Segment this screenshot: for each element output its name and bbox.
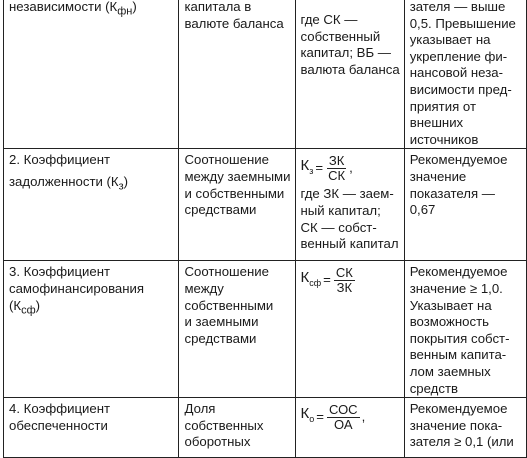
table-row: [4, 0, 527, 149]
indicator-cell: 2. Коэффициент задолженности $(К_з)$: [4, 149, 179, 261]
table-row: [4, 398, 527, 458]
norm-cell: Рекомендуемое значение ≥ 1,0. Указывает на возможность покрытия собст- венным капита- лом заемных средств: [404, 261, 526, 398]
table-row: [4, 261, 527, 398]
financial-ratios-table: [3, 0, 527, 458]
fraction: $\frac{\text{СОС}}{ОА}$: [328, 401, 358, 432]
norm-cell: Рекомендуемое значение пока- зателя ≥ 0,1 (или: [404, 398, 526, 458]
formula-k-o: $К_о$ = $\frac{\text{СОС}}{ОА}$ ,: [300, 401, 366, 432]
method-cell: Доля собственных оборотных: [179, 398, 295, 458]
formula-k-z: $К_з$ = $\frac{ЗК}{СК}$ ,: [300, 152, 353, 183]
fraction: $\frac{ЗК}{СК}$: [328, 152, 346, 183]
method-cell: Соотношение между собственными и заемными средствами: [179, 261, 295, 398]
formula-cell: [295, 261, 404, 398]
method-cell: Соотношение между заемными и собственными средствами: [179, 149, 295, 261]
indicator-cell: 3. Коэффициент самофинансирования $(К_{сф})$: [4, 261, 179, 398]
indicator-cell: 4. Коэффициент обеспеченности: [4, 398, 179, 458]
formula-cell: $К_з$ = $\frac{ЗК}{СК}$ , где ЗК — заем- ный капитал; СК — собст- венный капитал: [295, 149, 404, 261]
formula-cell: [295, 398, 404, 458]
indicator-cell: независимости $(К_{фн})$: [4, 0, 179, 149]
norm-cell: Рекомендуемое значение показателя — 0,67: [404, 149, 526, 261]
norm-cell: зателя — выше 0,5. Превышение указывает на укрепление фи- нансовой неза- висимости пред- приятия от внешних источников: [404, 0, 526, 149]
table-row: [4, 149, 527, 261]
method-cell: капитала в валюте баланса: [179, 0, 295, 149]
formula-k-sf: $К_{сф}$ = $\frac{СК}{ЗК}$: [300, 264, 353, 295]
fraction: $\frac{СК}{ЗК}$: [335, 264, 353, 295]
formula-cell: где СК — собственный капитал; ВБ — валюта баланса: [295, 0, 404, 149]
